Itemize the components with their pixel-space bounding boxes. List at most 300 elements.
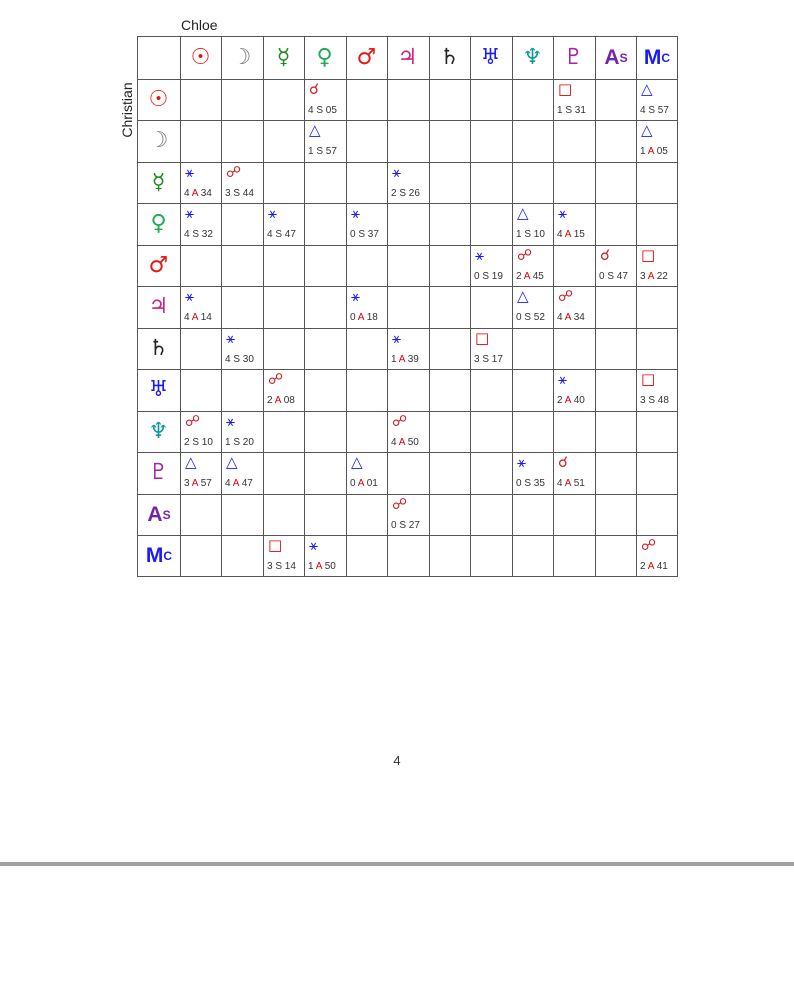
aspect-cell xyxy=(387,494,428,535)
sextile-icon: ⚹ xyxy=(351,287,361,305)
orb-minutes: 14 xyxy=(284,561,296,572)
orb-degrees: 0 xyxy=(350,478,356,489)
orb-minutes: 27 xyxy=(408,520,420,531)
orb-degrees: 3 xyxy=(640,395,646,406)
orb-applying-separating: A xyxy=(647,146,654,157)
orb-applying-separating: A xyxy=(191,478,198,489)
aspect-orb xyxy=(640,396,669,406)
column-header-uranus-icon xyxy=(470,37,511,78)
grid-line-horizontal xyxy=(138,79,677,80)
aspect-orb xyxy=(516,272,544,282)
orb-applying-separating: S xyxy=(565,105,573,116)
aspect-cell xyxy=(263,369,304,410)
opposition-icon: ☍ xyxy=(558,287,574,305)
aspect-cell xyxy=(512,245,553,286)
venus-icon: ♀ xyxy=(150,210,167,236)
orb-degrees: 4 xyxy=(557,229,563,240)
aspect-orb xyxy=(391,438,419,448)
aspect-orb xyxy=(267,396,295,406)
orb-minutes: 47 xyxy=(241,478,253,489)
orb-minutes: 40 xyxy=(573,395,585,406)
trine-icon: △ xyxy=(309,121,321,139)
opposition-icon: ☍ xyxy=(517,246,533,264)
orb-applying-separating: S xyxy=(275,229,283,240)
aspect-cell xyxy=(636,369,677,410)
orb-minutes: 05 xyxy=(325,105,337,116)
sextile-icon: ⚹ xyxy=(517,453,527,471)
aspect-orb xyxy=(350,230,379,240)
aspect-orb xyxy=(599,272,628,282)
aspect-orb xyxy=(350,479,378,489)
ascendant-icon: A xyxy=(604,46,619,69)
aspect-cell xyxy=(304,120,345,161)
orb-degrees: 1 xyxy=(557,105,563,116)
conjunction-icon: ☌ xyxy=(309,80,320,98)
aspect-cell xyxy=(180,203,221,244)
row-person-name-text: Christian xyxy=(119,82,135,138)
row-header-mars-icon xyxy=(138,245,179,286)
row-header-uranus-icon xyxy=(138,369,179,410)
column-header-mars-icon xyxy=(346,37,387,78)
orb-minutes: 22 xyxy=(656,271,668,282)
orb-degrees: 1 xyxy=(391,354,397,365)
grid-line-horizontal xyxy=(138,369,677,370)
column-header-neptune-icon xyxy=(512,37,553,78)
trine-icon: △ xyxy=(185,453,197,471)
grid-line-vertical xyxy=(595,37,596,576)
sun-icon: ☉ xyxy=(190,44,211,70)
orb-minutes: 37 xyxy=(367,229,379,240)
aspect-orb xyxy=(308,147,337,157)
column-header-venus-icon xyxy=(304,37,345,78)
sextile-icon: ⚹ xyxy=(351,204,361,222)
orb-degrees: 4 xyxy=(308,105,314,116)
aspect-orb xyxy=(267,230,296,240)
aspect-orb xyxy=(640,562,668,572)
grid-line-vertical xyxy=(429,37,430,576)
orb-minutes: 20 xyxy=(242,437,254,448)
orb-degrees: 0 xyxy=(516,478,522,489)
column-header-ascendant-icon xyxy=(595,37,636,78)
aspect-orb xyxy=(557,479,585,489)
aspect-cell xyxy=(180,452,221,493)
orb-applying-separating: A xyxy=(191,188,198,199)
aspect-orb xyxy=(308,562,336,572)
aspect-cell xyxy=(346,203,387,244)
orb-degrees: 4 xyxy=(184,188,190,199)
sextile-icon: ⚹ xyxy=(475,246,485,264)
conjunction-icon: ☌ xyxy=(558,453,569,471)
orb-minutes: 30 xyxy=(242,354,254,365)
trine-icon: △ xyxy=(641,80,653,98)
orb-degrees: 1 xyxy=(640,146,646,157)
synastry-aspect-grid xyxy=(137,36,678,577)
orb-minutes: 08 xyxy=(283,395,295,406)
orb-applying-separating: A xyxy=(564,395,571,406)
orb-degrees: 3 xyxy=(267,561,273,572)
orb-applying-separating: A xyxy=(191,312,198,323)
aspect-cell xyxy=(180,411,221,452)
ascendant-icon-superscript: S xyxy=(619,50,627,65)
column-header-saturn-icon xyxy=(429,37,470,78)
orb-minutes: 32 xyxy=(201,229,213,240)
mercury-icon: ☿ xyxy=(276,44,291,70)
row-header-pluto-icon xyxy=(138,452,179,493)
orb-minutes: 48 xyxy=(657,395,669,406)
aspect-cell xyxy=(512,286,553,327)
orb-degrees: 3 xyxy=(474,354,480,365)
orb-applying-separating: S xyxy=(524,229,532,240)
orb-degrees: 4 xyxy=(184,229,190,240)
aspect-cell xyxy=(221,162,262,203)
orb-minutes: 31 xyxy=(574,105,586,116)
opposition-icon: ☍ xyxy=(392,495,408,513)
orb-degrees: 0 xyxy=(516,312,522,323)
row-header-moon-icon xyxy=(138,120,179,161)
aspect-cell xyxy=(221,328,262,369)
aspect-orb xyxy=(516,230,545,240)
orb-minutes: 19 xyxy=(491,271,503,282)
orb-applying-separating: S xyxy=(482,271,490,282)
orb-degrees: 4 xyxy=(640,105,646,116)
aspect-orb xyxy=(184,230,213,240)
aspect-cell xyxy=(304,535,345,576)
square-icon: □ xyxy=(268,536,283,554)
aspect-orb xyxy=(391,355,419,365)
orb-minutes: 39 xyxy=(407,354,419,365)
aspect-orb xyxy=(640,147,668,157)
grid-line-vertical xyxy=(263,37,264,576)
orb-applying-separating: S xyxy=(648,105,656,116)
orb-applying-separating: A xyxy=(564,478,571,489)
opposition-icon: ☍ xyxy=(268,370,284,388)
sextile-icon: ⚹ xyxy=(309,536,319,554)
aspect-orb xyxy=(557,396,585,406)
orb-minutes: 34 xyxy=(573,312,585,323)
pluto-icon: ♇ xyxy=(563,44,584,70)
square-icon: □ xyxy=(558,80,573,98)
aspect-orb xyxy=(474,272,503,282)
orb-applying-separating: A xyxy=(357,478,364,489)
orb-minutes: 26 xyxy=(408,188,420,199)
aspect-cell xyxy=(553,452,594,493)
orb-applying-separating: A xyxy=(315,561,322,572)
orb-applying-separating: A xyxy=(232,478,239,489)
aspect-cell xyxy=(346,452,387,493)
column-header-pluto-icon xyxy=(553,37,594,78)
aspect-orb xyxy=(225,189,254,199)
aspect-cell xyxy=(387,162,428,203)
sextile-icon: ⚹ xyxy=(185,204,195,222)
orb-degrees: 2 xyxy=(267,395,273,406)
orb-minutes: 15 xyxy=(573,229,585,240)
aspect-orb xyxy=(184,189,212,199)
opposition-icon: ☍ xyxy=(185,412,201,430)
orb-applying-separating: S xyxy=(316,105,324,116)
orb-degrees: 2 xyxy=(184,437,190,448)
midheaven-icon-superscript: C xyxy=(661,50,670,65)
aspect-cell xyxy=(636,245,677,286)
opposition-icon: ☍ xyxy=(641,536,657,554)
trine-icon: △ xyxy=(517,204,529,222)
aspect-cell xyxy=(553,79,594,120)
page-number: 4 xyxy=(393,753,401,768)
orb-applying-separating: A xyxy=(357,312,364,323)
aspect-cell xyxy=(180,286,221,327)
orb-degrees: 1 xyxy=(225,437,231,448)
aspect-cell xyxy=(553,369,594,410)
uranus-icon: ♅ xyxy=(148,376,169,402)
mars-icon: ♂ xyxy=(148,252,169,278)
orb-applying-separating: A xyxy=(274,395,281,406)
orb-applying-separating: S xyxy=(192,229,200,240)
row-person-name xyxy=(118,80,136,140)
opposition-icon: ☍ xyxy=(392,412,408,430)
orb-applying-separating: S xyxy=(399,520,407,531)
aspect-cell xyxy=(346,286,387,327)
aspect-orb xyxy=(640,272,668,282)
aspect-orb xyxy=(516,313,545,323)
orb-applying-separating: S xyxy=(358,229,366,240)
orb-minutes: 18 xyxy=(366,312,378,323)
moon-icon: ☽ xyxy=(231,44,252,70)
midheaven-icon: M xyxy=(643,46,661,69)
aspect-orb xyxy=(640,106,669,116)
orb-degrees: 4 xyxy=(391,437,397,448)
aspect-cell xyxy=(512,452,553,493)
square-icon: □ xyxy=(641,246,656,264)
orb-applying-separating: A xyxy=(398,354,405,365)
column-header-jupiter-icon xyxy=(387,37,428,78)
orb-degrees: 0 xyxy=(350,229,356,240)
orb-minutes: 57 xyxy=(325,146,337,157)
orb-degrees: 1 xyxy=(308,146,314,157)
aspect-orb xyxy=(391,189,420,199)
orb-minutes: 45 xyxy=(532,271,544,282)
neptune-icon: ♆ xyxy=(148,418,169,444)
orb-degrees: 1 xyxy=(516,229,522,240)
orb-minutes: 52 xyxy=(533,312,545,323)
square-icon: □ xyxy=(475,329,490,347)
orb-minutes: 47 xyxy=(284,229,296,240)
row-header-neptune-icon xyxy=(138,411,179,452)
orb-minutes: 17 xyxy=(491,354,503,365)
venus-icon: ♀ xyxy=(316,44,333,70)
aspect-cell xyxy=(470,245,511,286)
grid-line-vertical xyxy=(470,37,471,576)
aspect-orb xyxy=(557,106,586,116)
saturn-icon: ♄ xyxy=(439,44,460,70)
orb-applying-separating: S xyxy=(524,478,532,489)
aspect-cell xyxy=(180,162,221,203)
orb-degrees: 0 xyxy=(350,312,356,323)
orb-degrees: 0 xyxy=(599,271,605,282)
orb-minutes: 50 xyxy=(324,561,336,572)
orb-degrees: 2 xyxy=(557,395,563,406)
orb-minutes: 01 xyxy=(366,478,378,489)
aspect-orb xyxy=(184,438,213,448)
uranus-icon: ♅ xyxy=(480,44,501,70)
row-header-midheaven-icon xyxy=(138,535,179,576)
orb-minutes: 10 xyxy=(533,229,545,240)
row-header-mercury-icon xyxy=(138,162,179,203)
orb-degrees: 4 xyxy=(225,478,231,489)
column-header-moon-icon xyxy=(221,37,262,78)
orb-applying-separating: S xyxy=(482,354,490,365)
aspect-orb xyxy=(474,355,503,365)
midheaven-icon-superscript: C xyxy=(163,548,172,563)
orb-applying-separating: S xyxy=(399,188,407,199)
grid-line-horizontal xyxy=(138,120,677,121)
jupiter-icon: ♃ xyxy=(148,293,169,319)
orb-minutes: 57 xyxy=(200,478,212,489)
trine-icon: △ xyxy=(351,453,363,471)
aspect-cell xyxy=(304,79,345,120)
conjunction-icon: ☌ xyxy=(600,246,611,264)
row-header-sun-icon xyxy=(138,79,179,120)
orb-applying-separating: S xyxy=(524,312,532,323)
ascendant-icon-superscript: S xyxy=(162,507,170,522)
orb-applying-separating: S xyxy=(607,271,615,282)
aspect-cell xyxy=(553,203,594,244)
column-header-mercury-icon xyxy=(263,37,304,78)
moon-icon: ☽ xyxy=(148,127,169,153)
aspect-cell xyxy=(263,535,304,576)
orb-degrees: 0 xyxy=(474,271,480,282)
aspect-orb xyxy=(225,355,254,365)
orb-applying-separating: A xyxy=(523,271,530,282)
orb-applying-separating: S xyxy=(233,437,241,448)
orb-minutes: 35 xyxy=(533,478,545,489)
aspect-orb xyxy=(225,479,253,489)
orb-degrees: 4 xyxy=(557,312,563,323)
neptune-icon: ♆ xyxy=(522,44,543,70)
sextile-icon: ⚹ xyxy=(392,329,402,347)
orb-degrees: 4 xyxy=(184,312,190,323)
column-person-name: Chloe xyxy=(181,17,218,33)
aspect-cell xyxy=(553,286,594,327)
aspect-orb xyxy=(350,313,378,323)
orb-degrees: 2 xyxy=(516,271,522,282)
aspect-orb xyxy=(225,438,254,448)
aspect-cell xyxy=(387,328,428,369)
pluto-icon: ♇ xyxy=(148,459,169,485)
orb-degrees: 4 xyxy=(267,229,273,240)
orb-minutes: 34 xyxy=(200,188,212,199)
sextile-icon: ⚹ xyxy=(226,329,236,347)
aspect-cell xyxy=(636,79,677,120)
aspect-cell xyxy=(470,328,511,369)
ascendant-icon: A xyxy=(147,503,162,526)
trine-icon: △ xyxy=(517,287,529,305)
grid-line-horizontal xyxy=(138,535,677,536)
aspect-orb xyxy=(557,313,585,323)
aspect-orb xyxy=(391,521,420,531)
orb-applying-separating: S xyxy=(316,146,324,157)
orb-minutes: 47 xyxy=(616,271,628,282)
aspect-orb xyxy=(308,106,337,116)
footer-divider xyxy=(0,862,794,866)
aspect-orb xyxy=(516,479,545,489)
column-header-midheaven-icon xyxy=(636,37,677,78)
sextile-icon: ⚹ xyxy=(558,204,568,222)
sextile-icon: ⚹ xyxy=(185,287,195,305)
saturn-icon: ♄ xyxy=(148,335,169,361)
aspect-orb xyxy=(267,562,296,572)
sextile-icon: ⚹ xyxy=(392,163,402,181)
orb-applying-separating: A xyxy=(647,271,654,282)
aspect-cell xyxy=(221,411,262,452)
orb-degrees: 3 xyxy=(225,188,231,199)
orb-minutes: 14 xyxy=(200,312,212,323)
orb-minutes: 41 xyxy=(656,561,668,572)
midheaven-icon: M xyxy=(145,544,163,567)
orb-degrees: 0 xyxy=(391,520,397,531)
orb-degrees: 3 xyxy=(640,271,646,282)
jupiter-icon: ♃ xyxy=(397,44,418,70)
orb-applying-separating: S xyxy=(275,561,283,572)
orb-degrees: 1 xyxy=(308,561,314,572)
aspect-cell xyxy=(387,411,428,452)
aspect-cell xyxy=(595,245,636,286)
orb-degrees: 2 xyxy=(640,561,646,572)
orb-minutes: 05 xyxy=(656,146,668,157)
orb-minutes: 10 xyxy=(201,437,213,448)
row-header-venus-icon xyxy=(138,203,179,244)
orb-minutes: 50 xyxy=(407,437,419,448)
sextile-icon: ⚹ xyxy=(558,370,568,388)
row-header-ascendant-icon xyxy=(138,494,179,535)
aspect-orb xyxy=(557,230,585,240)
sextile-icon: ⚹ xyxy=(185,163,195,181)
orb-applying-separating: S xyxy=(233,354,241,365)
aspect-orb xyxy=(184,479,212,489)
orb-degrees: 4 xyxy=(557,478,563,489)
orb-applying-separating: S xyxy=(648,395,656,406)
orb-degrees: 3 xyxy=(184,478,190,489)
grid-line-vertical xyxy=(221,37,222,576)
orb-minutes: 51 xyxy=(573,478,585,489)
aspect-cell xyxy=(636,120,677,161)
aspect-cell xyxy=(636,535,677,576)
row-header-jupiter-icon xyxy=(138,286,179,327)
aspect-orb xyxy=(184,313,212,323)
sextile-icon: ⚹ xyxy=(226,412,236,430)
mars-icon: ♂ xyxy=(356,44,377,70)
orb-applying-separating: A xyxy=(398,437,405,448)
orb-minutes: 44 xyxy=(242,188,254,199)
orb-applying-separating: A xyxy=(647,561,654,572)
aspect-cell xyxy=(221,452,262,493)
column-header-sun-icon xyxy=(180,37,221,78)
orb-applying-separating: S xyxy=(192,437,200,448)
orb-applying-separating: A xyxy=(564,229,571,240)
orb-applying-separating: A xyxy=(564,312,571,323)
mercury-icon: ☿ xyxy=(151,169,166,195)
trine-icon: △ xyxy=(641,121,653,139)
orb-degrees: 2 xyxy=(391,188,397,199)
aspect-cell xyxy=(512,203,553,244)
square-icon: □ xyxy=(641,370,656,388)
opposition-icon: ☍ xyxy=(226,163,242,181)
orb-degrees: 4 xyxy=(225,354,231,365)
orb-minutes: 57 xyxy=(657,105,669,116)
sextile-icon: ⚹ xyxy=(268,204,278,222)
sun-icon: ☉ xyxy=(148,86,169,112)
trine-icon: △ xyxy=(226,453,238,471)
row-header-saturn-icon xyxy=(138,328,179,369)
orb-applying-separating: S xyxy=(233,188,241,199)
